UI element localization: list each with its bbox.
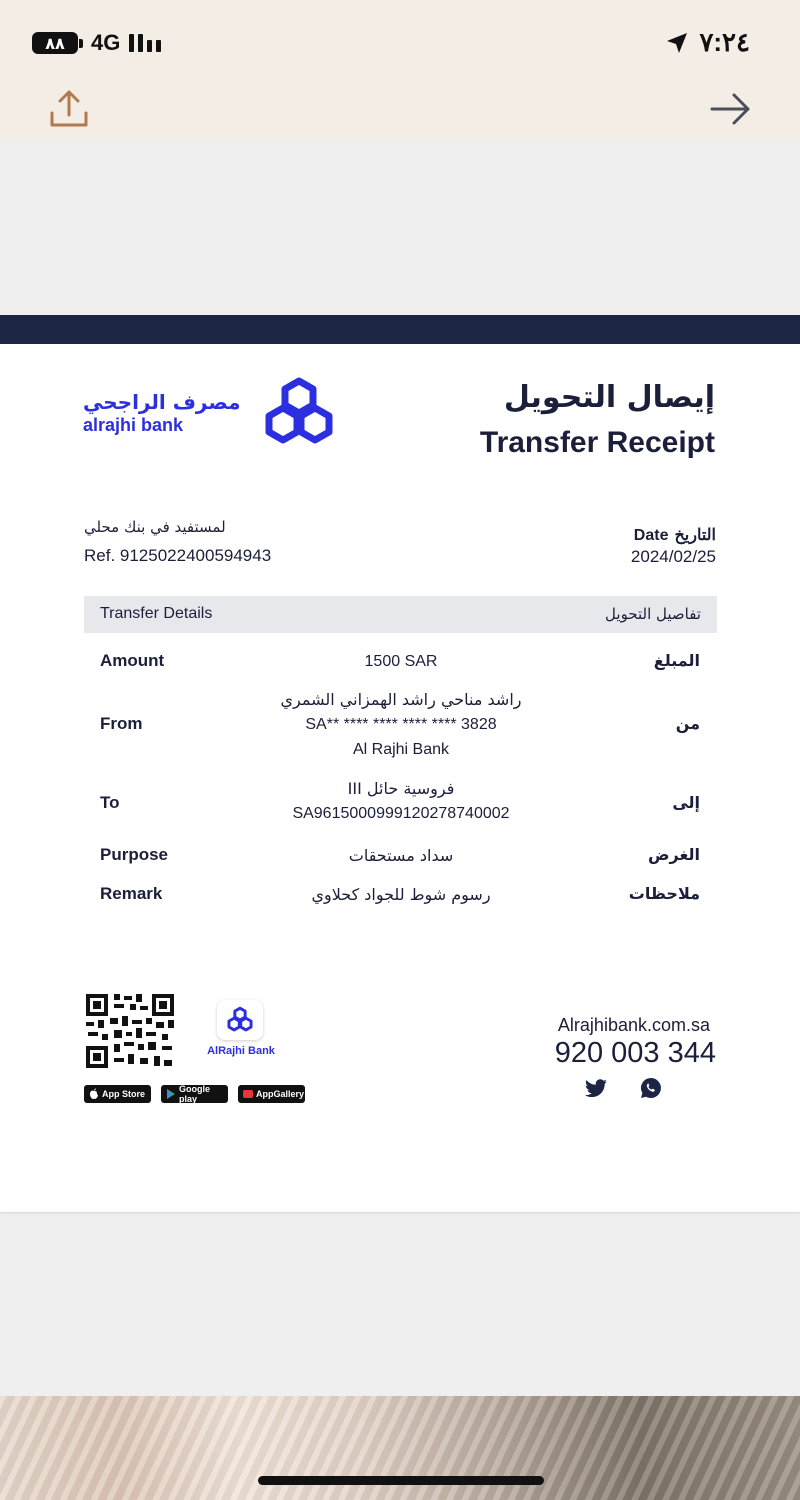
signal-icon (128, 32, 164, 54)
amount-label-en: Amount (100, 651, 165, 670)
transfer-receipt (0, 315, 800, 1212)
purpose-value: سداد مستحقات (348, 846, 454, 865)
whatsapp-icon (640, 1077, 662, 1099)
bank-name-ar: مصرف الراجحي (83, 390, 241, 414)
amount-label-ar: المبلغ (653, 651, 700, 670)
alrajhi-logo-icon (256, 375, 342, 451)
to-label-en: To (100, 793, 120, 812)
qr-code-icon (84, 992, 176, 1070)
app-icon (217, 1000, 263, 1040)
date-label-en: Date (633, 527, 669, 544)
bank-website: Alrajhibank.com.sa (557, 1015, 710, 1035)
remark-value: رسوم شوط للجواد كحلاوي (311, 885, 491, 904)
transfer-details-header (84, 596, 717, 633)
receipt-title-en: Transfer Receipt (479, 426, 715, 459)
purpose-label-en: Purpose (100, 845, 169, 864)
to-label-ar: إلى (672, 793, 700, 812)
app-store-label: App Store (102, 1089, 146, 1099)
twitter-icon (584, 1079, 608, 1099)
battery-level: ٨٨ (32, 32, 78, 54)
details-header-en: Transfer Details (100, 605, 213, 622)
purpose-label-ar: الغرض (648, 845, 700, 864)
bank-logo (83, 375, 342, 451)
google-play-label: Google play (179, 1084, 210, 1104)
alrajhi-app-icon (224, 1006, 256, 1034)
location-arrow-icon (665, 31, 689, 55)
recipient-account: SA9615000999120278740002 (292, 805, 510, 822)
app-store-badge[interactable] (84, 1085, 151, 1103)
home-indicator[interactable] (258, 1476, 544, 1485)
details-header-ar: تفاصيل التحويل (605, 605, 701, 623)
sender-bank: Al Rajhi Bank (352, 741, 450, 758)
remark-label-ar: ملاحظات (628, 884, 700, 903)
forward-arrow-icon[interactable] (708, 90, 752, 128)
huawei-icon (243, 1088, 253, 1100)
sender-name: راشد مناحي راشد الهمزاني الشمري (280, 690, 522, 709)
recipient-name: فروسية حائل III (347, 779, 455, 798)
amount-value: 1500 SAR (364, 653, 438, 670)
network-type: 4G (91, 30, 121, 55)
receipt-title-ar: إيصال التحويل (503, 380, 715, 415)
from-label-en: From (100, 714, 143, 733)
date-label (628, 525, 716, 545)
app-name: AlRajhi Bank (207, 1045, 275, 1057)
battery-indicator (32, 32, 83, 54)
receipt-header-band (0, 315, 800, 344)
from-label-ar: من (675, 714, 700, 733)
top-bar (0, 0, 800, 141)
remark-label-en: Remark (100, 884, 163, 903)
beneficiary-type: لمستفيد في بنك محلي (84, 518, 226, 536)
bank-name-en: alrajhi bank (83, 415, 184, 435)
google-play-icon (166, 1088, 176, 1100)
transfer-date: 2024/02/25 (630, 547, 716, 566)
clock: ٧:٢٤ (699, 27, 750, 57)
apple-icon (89, 1088, 99, 1100)
status-left (32, 30, 164, 56)
bank-phone: 920 003 344 (554, 1037, 716, 1069)
appgallery-badge[interactable] (238, 1085, 305, 1103)
status-right (665, 27, 750, 58)
share-icon[interactable] (48, 88, 90, 130)
appgallery-label: AppGallery (256, 1089, 305, 1099)
reference-number: Ref. 9125022400594943 (84, 546, 272, 565)
google-play-badge[interactable] (161, 1085, 228, 1103)
date-label-ar: التاريخ (674, 527, 716, 544)
sender-account: SA** **** **** **** **** 3828 (305, 716, 497, 733)
